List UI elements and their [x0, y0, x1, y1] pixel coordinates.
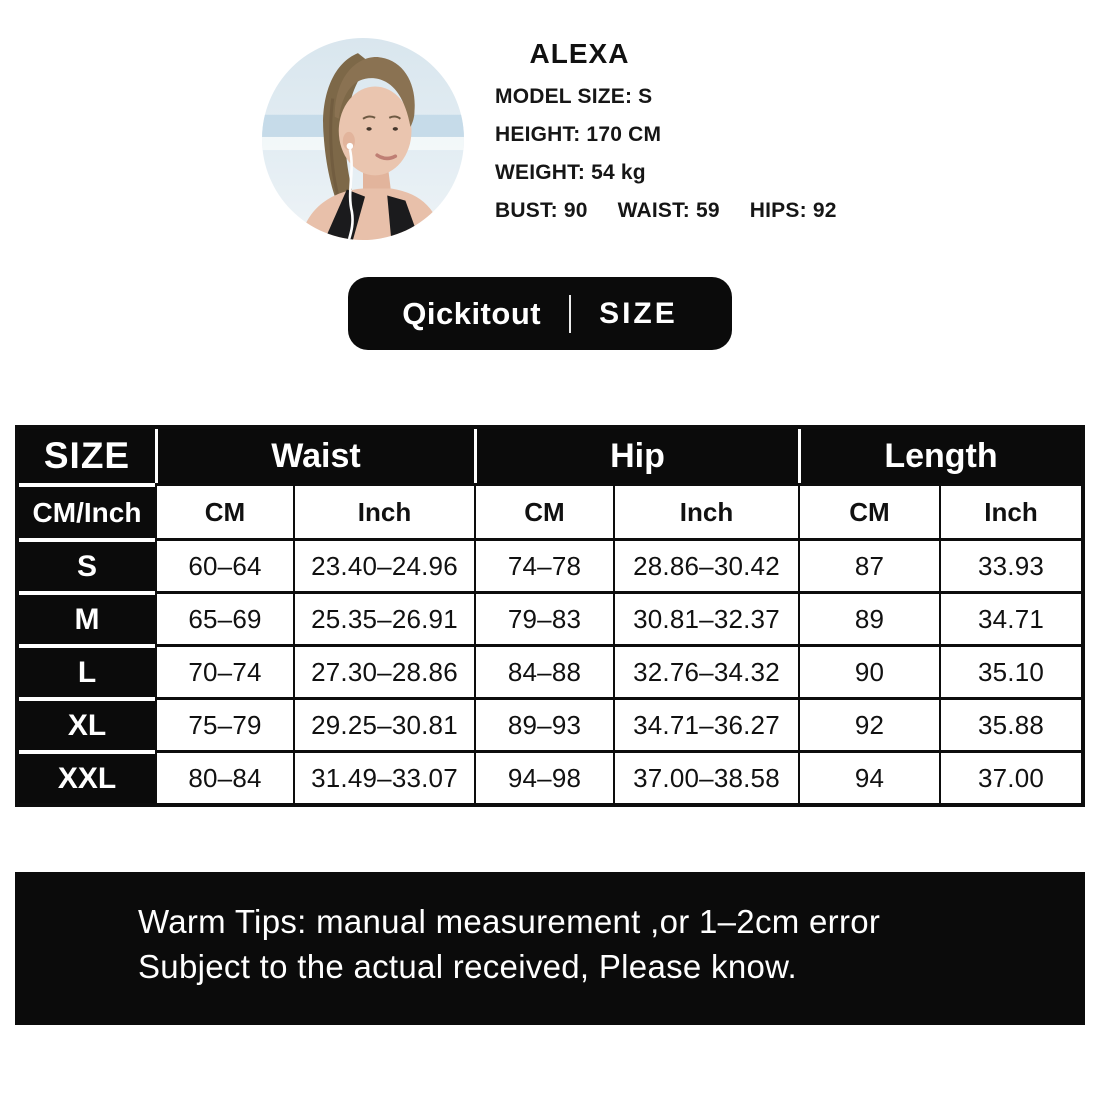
- table-cell-s-hip-cm: 74–78: [474, 538, 613, 591]
- table-subheader-length-cm: CM: [798, 483, 939, 538]
- model-measurements: [495, 200, 915, 222]
- table-cell-l-hip-cm: 84–88: [474, 644, 613, 697]
- table-cell-s-hip-inch: 28.86–30.42: [613, 538, 798, 591]
- warm-tips-line-1: Warm Tips: manual measurement ,or 1–2cm error: [138, 903, 881, 940]
- table-size-m: M: [19, 591, 155, 644]
- model-name: ALEXA: [529, 38, 630, 69]
- table-cell-xl-hip-cm: 89–93: [474, 697, 613, 750]
- table-cell-s-length-cm: 87: [798, 538, 939, 591]
- table-header-size: SIZE: [19, 429, 155, 483]
- table-cell-xxl-length-inch: 37.00: [939, 750, 1081, 803]
- table-cell-m-hip-cm: 79–83: [474, 591, 613, 644]
- table-cell-xxl-waist-cm: 80–84: [155, 750, 293, 803]
- table-subheader-hip-inch: Inch: [613, 483, 798, 538]
- table-cell-l-waist-cm: 70–74: [155, 644, 293, 697]
- table-cell-xl-hip-inch: 34.71–36.27: [613, 697, 798, 750]
- hips-value: HIPS: 92: [749, 199, 837, 222]
- table-size-xxl: XXL: [19, 750, 155, 803]
- table-cell-s-waist-cm: 60–64: [155, 538, 293, 591]
- table-subheader-length-inch: Inch: [939, 483, 1081, 538]
- badge-size-label: SIZE: [599, 296, 678, 330]
- table-cell-m-hip-inch: 30.81–32.37: [613, 591, 798, 644]
- waist-value: WAIST: 59: [617, 199, 720, 222]
- table-header-waist: Waist: [155, 429, 474, 483]
- table-cell-l-length-inch: 35.10: [939, 644, 1081, 697]
- table-header-hip: Hip: [474, 429, 798, 483]
- table-cell-s-length-inch: 33.93: [939, 538, 1081, 591]
- bust-value: BUST: 90: [495, 199, 588, 222]
- table-cell-xl-length-inch: 35.88: [939, 697, 1081, 750]
- table-subheader-hip-cm: CM: [474, 483, 613, 538]
- table-cell-m-waist-cm: 65–69: [155, 591, 293, 644]
- model-weight-line: WEIGHT: 54 kg: [495, 161, 646, 184]
- table-size-s: S: [19, 538, 155, 591]
- table-cell-xxl-length-cm: 94: [798, 750, 939, 803]
- table-cell-l-length-cm: 90: [798, 644, 939, 697]
- table-cell-m-length-inch: 34.71: [939, 591, 1081, 644]
- table-subheader-cm-inch: CM/Inch: [19, 483, 155, 538]
- warm-tips-bar: [15, 872, 1085, 1025]
- model-info: [495, 86, 915, 238]
- model-height-line: HEIGHT: 170 CM: [495, 123, 662, 146]
- table-cell-l-waist-inch: 27.30–28.86: [293, 644, 474, 697]
- badge-divider: [569, 295, 571, 333]
- table-cell-m-length-cm: 89: [798, 591, 939, 644]
- table-cell-l-hip-inch: 32.76–34.32: [613, 644, 798, 697]
- size-table: [15, 425, 1085, 807]
- table-cell-xxl-waist-inch: 31.49–33.07: [293, 750, 474, 803]
- table-cell-xl-waist-cm: 75–79: [155, 697, 293, 750]
- model-size-line: MODEL SIZE: S: [495, 85, 653, 108]
- table-cell-xl-length-cm: 92: [798, 697, 939, 750]
- table-cell-xxl-hip-cm: 94–98: [474, 750, 613, 803]
- model-photo: [262, 38, 464, 240]
- table-subheader-waist-cm: CM: [155, 483, 293, 538]
- table-cell-m-waist-inch: 25.35–26.91: [293, 591, 474, 644]
- brand-name: Qickitout: [402, 295, 542, 331]
- table-size-l: L: [19, 644, 155, 697]
- model-photo-illustration: [262, 38, 464, 240]
- table-cell-s-waist-inch: 23.40–24.96: [293, 538, 474, 591]
- brand-badge: [348, 277, 732, 350]
- table-cell-xxl-hip-inch: 37.00–38.58: [613, 750, 798, 803]
- table-subheader-waist-inch: Inch: [293, 483, 474, 538]
- table-header-length: Length: [798, 429, 1081, 483]
- table-cell-xl-waist-inch: 29.25–30.81: [293, 697, 474, 750]
- table-size-xl: XL: [19, 697, 155, 750]
- warm-tips-line-2: Subject to the actual received, Please know.: [138, 948, 797, 985]
